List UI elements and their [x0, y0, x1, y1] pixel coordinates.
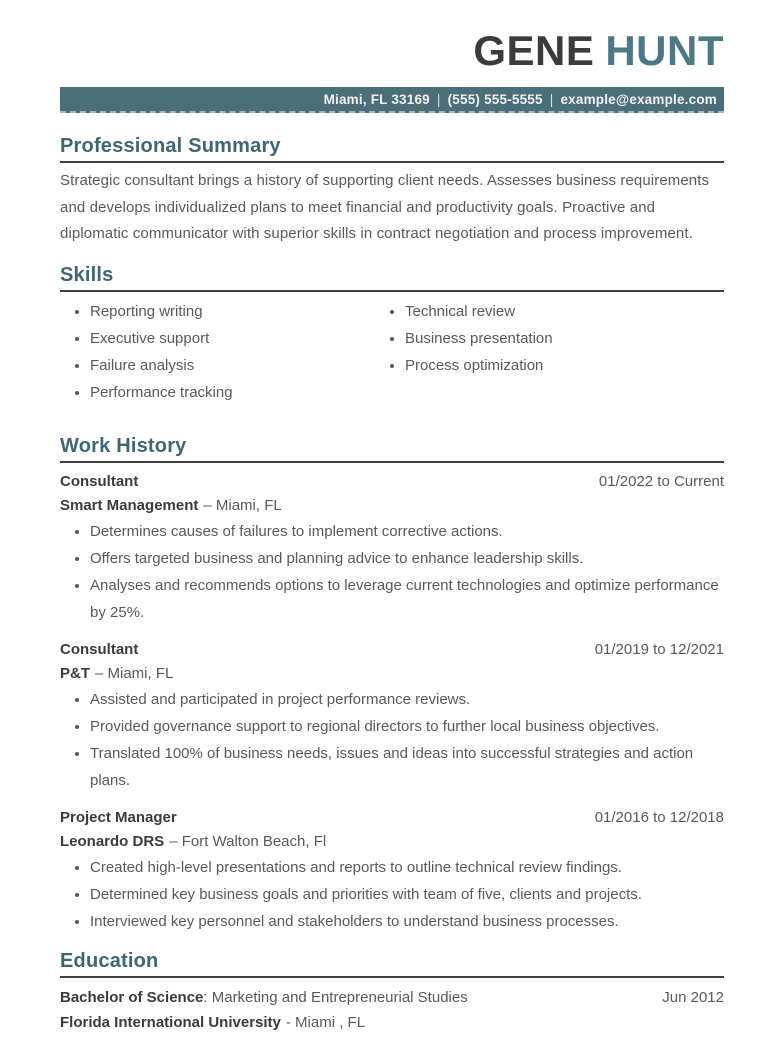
education-degree-line [60, 985, 468, 1010]
skills-column-right [375, 298, 553, 406]
job-dates: 01/2019 to 12/2021 [594, 640, 724, 658]
contact-phone: (555) 555-5555 [447, 91, 543, 107]
professional-summary-heading: Professional Summary [60, 134, 724, 163]
skills-columns [60, 298, 724, 406]
section-work-history [60, 434, 724, 935]
job-bullet: • Created high-level presentations and reports to outline technical review findings. [90, 854, 724, 881]
work-history-heading: Work History [60, 434, 724, 463]
job-dates: 01/2022 to Current [598, 472, 724, 490]
job-company-line [60, 830, 724, 853]
education-school-row [60, 1010, 724, 1035]
education-school-detail: - Miami , FL [285, 1013, 366, 1031]
job-bullets [60, 518, 724, 626]
resume-page [0, 27, 784, 1035]
job-bullet: • Offers targeted business and planning advice to enhance leadership skills. [90, 545, 724, 572]
education-date: Jun 2012 [662, 988, 724, 1006]
contact-separator: | [436, 91, 441, 107]
education-heading: Education [60, 949, 724, 978]
section-professional-summary [60, 134, 724, 248]
job-bullet: • Translated 100% of business needs, issues and ideas into successful strategies and action plans. [90, 740, 724, 794]
contact-location: Miami, FL 33169 [323, 91, 430, 107]
job-entry [60, 805, 724, 935]
candidate-first-name: GENE [473, 27, 595, 74]
job-location: – Miami, FL [203, 496, 282, 514]
skills-column-left [60, 298, 375, 406]
job-title: Project Manager [60, 808, 177, 826]
education-school: Florida International University [60, 1013, 281, 1031]
skill-item: • Reporting writing [90, 298, 375, 325]
job-entry [60, 637, 724, 794]
job-company: Smart Management [60, 496, 199, 514]
contact-separator: | [549, 91, 554, 107]
skills-heading: Skills [60, 263, 724, 292]
section-education [60, 949, 724, 1035]
job-location: – Fort Walton Beach, Fl [169, 832, 327, 850]
contact-email: example@example.com [560, 91, 717, 107]
job-bullet: • Analyses and recommends options to leverage current technologies and optimize performance by 25%. [90, 572, 724, 626]
job-bullets [60, 854, 724, 935]
job-company-line [60, 494, 724, 517]
skill-item: • Technical review [405, 298, 553, 325]
skill-item: • Business presentation [405, 325, 553, 352]
skill-item: • Process optimization [405, 352, 553, 379]
job-bullet: • Provided governance support to regional directors to further local business objectives. [90, 713, 724, 740]
job-header [60, 469, 724, 494]
job-entry [60, 469, 724, 626]
skill-item: • Failure analysis [90, 352, 375, 379]
job-bullets [60, 686, 724, 794]
job-header [60, 805, 724, 830]
job-bullet: • Determines causes of failures to implement corrective actions. [90, 518, 724, 545]
section-skills [60, 263, 724, 406]
education-degree-detail: : Marketing and Entrepreneurial Studies [203, 988, 468, 1006]
job-title: Consultant [60, 640, 139, 658]
contact-banner [60, 87, 724, 113]
job-location: – Miami, FL [95, 664, 174, 682]
candidate-last-name: HUNT [605, 27, 724, 74]
candidate-name [60, 27, 724, 74]
job-dates: 01/2016 to 12/2018 [594, 808, 724, 826]
job-company: P&T [60, 664, 90, 682]
education-degree: Bachelor of Science [60, 988, 204, 1006]
job-header [60, 637, 724, 662]
professional-summary-text: Strategic consultant brings a history of supporting client needs. Assesses business requirements and develops individualized plans to meet financial and productivity goals. Proactive and diplomatic communicator with superior skills in contract negotiation and process improvement. [60, 172, 710, 242]
job-bullet: • Assisted and participated in project performance reviews. [90, 686, 724, 713]
job-bullet: • Determined key business goals and priorities with team of five, clients and projects. [90, 881, 724, 908]
education-degree-row [60, 985, 724, 1010]
skill-item: • Executive support [90, 325, 375, 352]
job-bullet: • Interviewed key personnel and stakeholders to understand business processes. [90, 908, 724, 935]
job-title: Consultant [60, 472, 139, 490]
job-company: Leonardo DRS [60, 832, 165, 850]
skill-item: • Performance tracking [90, 379, 375, 406]
job-company-line [60, 662, 724, 685]
